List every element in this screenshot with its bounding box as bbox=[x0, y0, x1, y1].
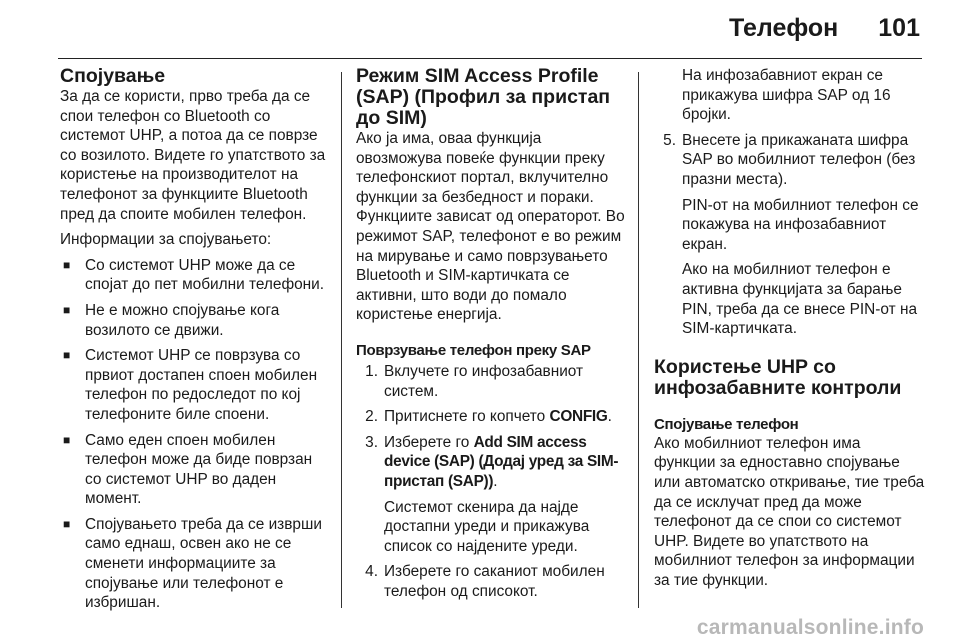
pairing-intro: За да се користи, прво треба да се спои телефон со Bluetooth со системот UHP, а потоа да се поврзе со возилото. Видете го упатството за користење на производителот на телефонот за функциите Bluetooth пред да споите мобилен телефон. bbox=[60, 88, 326, 223]
list-item bbox=[60, 431, 332, 509]
list-item bbox=[356, 433, 628, 492]
step-number: 1. bbox=[365, 362, 378, 380]
column-1 bbox=[60, 66, 332, 613]
sap-body: Ако ја има, оваа функција овозможува повеќе функции преку телефонскиот портал, вклучително функции за безбедност и пораки. Функциите зависат од операторот. Во режимот SAP, телефонот е во режим на мирување и само поврзувањето Bluetooth и SIM-картичката се активни, што води до помало користење енергија. bbox=[356, 130, 625, 324]
bullet-icon: ■ bbox=[63, 348, 71, 363]
column-divider bbox=[638, 72, 639, 608]
list-item bbox=[654, 131, 926, 190]
watermark-text: carmanualsonline.info bbox=[696, 616, 924, 639]
pin-note: PIN-от на мобилниот телефон се покажува на инфозабавниот екран. bbox=[682, 196, 919, 253]
bullet-text: Со системот UHP може да се спојат до пет мобилни телефони. bbox=[85, 256, 325, 294]
pair-phone-body: Ако мобилниот телефон има функции за едноставно спојување или автоматско откривање, тие треба да се исклучат пред да може телефонот да се спои со системот UHP. Видете во упатството на мобилниот телефон за информации за тие функции. bbox=[654, 434, 925, 589]
section-heading-uhp-controls: Користење UHP со инфозабавните контроли bbox=[654, 355, 902, 399]
step-text: Вклучете го инфозабавниот систем. bbox=[384, 362, 584, 400]
step-text: Притиснете го копчето CONFIG. bbox=[384, 408, 612, 426]
step-3-note: Системот скенира да најде достапни уреди и прикажува список со најдените уреди. bbox=[384, 498, 590, 555]
bullet-text: Само еден споен мобилен телефон може да биде поврзан со системот UHP во даден момент. bbox=[85, 431, 313, 508]
step-number: 4. bbox=[365, 563, 378, 581]
step-text: Изберете го саканиот мобилен телефон од списокот. bbox=[384, 563, 605, 600]
bullet-text: Системот UHP се поврзува со првиот достапен споен мобилен телефон по редоследот по кој телефоните биле споени. bbox=[85, 347, 318, 423]
subheading-pair-phone: Спојување телефон bbox=[654, 415, 799, 433]
header-rule bbox=[58, 58, 922, 59]
section-heading-sap: Режим SIM Access Profile (SAP) (Профил за пристап до SIM) bbox=[356, 65, 611, 129]
add-sim-device-menu-label: Add SIM access device (SAP) (Додај уред за SIM-пристап (SAP)) bbox=[384, 433, 619, 490]
page-header bbox=[729, 14, 920, 43]
step-4-note: На инфозабавниот екран се прикажува шифра SAP од 16 бројки. bbox=[682, 67, 891, 124]
list-item bbox=[60, 346, 332, 424]
column-divider bbox=[341, 72, 342, 608]
list-item bbox=[356, 562, 628, 601]
step-number: 3. bbox=[365, 433, 378, 451]
list-item bbox=[356, 407, 628, 427]
config-button-label: CONFIG bbox=[549, 408, 608, 426]
list-item bbox=[356, 362, 628, 401]
page-number: 101 bbox=[878, 14, 920, 42]
bullet-text: Не е можно спојување кога возилото се движи. bbox=[85, 301, 280, 339]
bullet-icon: ■ bbox=[63, 432, 71, 447]
step-number: 5. bbox=[663, 131, 676, 149]
pairing-info-label: Информации за спојувањето: bbox=[60, 231, 272, 249]
column-2 bbox=[356, 66, 628, 601]
list-item bbox=[60, 301, 332, 340]
step-number: 2. bbox=[365, 408, 378, 426]
list-item bbox=[60, 515, 332, 613]
bullet-text: Спојувањето треба да се изврши само еднаш, освен ако не се сменети информациите за спојување или телефонот е избришан. bbox=[85, 515, 322, 612]
bullet-icon: ■ bbox=[63, 302, 71, 317]
column-3 bbox=[654, 66, 926, 590]
pin-note-2: Ако на мобилниот телефон е активна функцијата за барање PIN, треба да се внесе PIN-от на SIM-картичката. bbox=[682, 261, 917, 338]
step-text: Внесете ја прикажаната шифра SAP во мобилниот телефон (без празни места). bbox=[682, 131, 916, 188]
subheading-sap-connect: Поврзување телефон преку SAP bbox=[356, 341, 591, 359]
list-item bbox=[60, 256, 332, 295]
bullet-icon: ■ bbox=[63, 516, 71, 531]
section-heading-pairing: Спојување bbox=[60, 65, 166, 87]
bullet-icon: ■ bbox=[63, 257, 71, 272]
page-title: Телефон bbox=[728, 14, 839, 42]
step-text: Изберете го Add SIM access device (SAP) (Додај уред за SIM-пристап (SAP)). bbox=[384, 433, 619, 490]
